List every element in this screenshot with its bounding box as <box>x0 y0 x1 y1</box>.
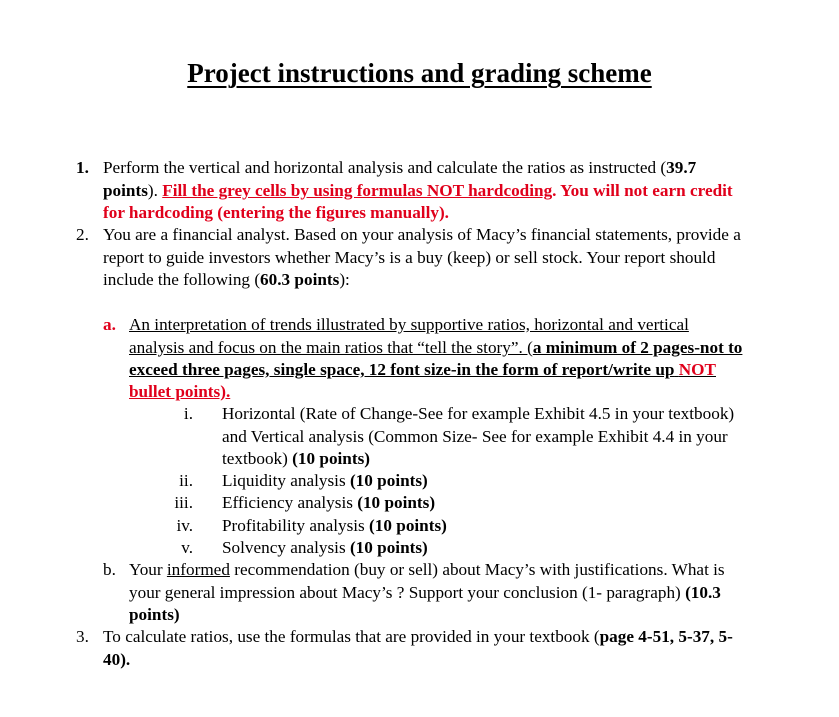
roman-iv-line <box>222 515 447 537</box>
roman-i-line-3 <box>222 448 370 470</box>
item-1-line-3: for hardcoding (entering the figures manually). <box>103 203 449 222</box>
roman-iii-number: iii. <box>174 493 193 512</box>
item-1-text: Perform the vertical and horizontal analysis and calculate the ratios as instructed ( <box>103 158 667 177</box>
sub-b-line-3: points) <box>129 605 180 624</box>
sub-b-letter: b. <box>103 560 116 579</box>
item-2-line-2: report to guide investors whether Macy’s is a buy (keep) or sell stock. Your report should <box>103 248 716 267</box>
roman-v-line <box>222 537 428 559</box>
item-1-credit-warning: . You will not earn credit <box>552 181 733 200</box>
sub-b-line-2-start: your general impression about Macy’s ? Support your conclusion (1- paragraph) <box>129 583 686 602</box>
sub-b-line-1 <box>129 559 725 581</box>
roman-i-line-1: Horizontal (Rate of Change-See for example Exhibit 4.5 in your textbook) <box>222 404 735 423</box>
roman-ii-text: Liquidity analysis <box>222 471 350 490</box>
item-2-line-3 <box>103 269 350 291</box>
sub-a-letter: a. <box>103 315 116 334</box>
roman-iii-line <box>222 492 435 514</box>
roman-iii-points: (10 points) <box>357 493 436 512</box>
roman-v-number: v. <box>181 538 193 557</box>
item-1-points-value: 39.7 <box>666 158 697 177</box>
sub-a-page-requirement: a minimum of 2 pages-not to <box>532 338 743 357</box>
sub-a-line-2 <box>129 337 742 359</box>
item-2-points: 60.3 points <box>260 270 340 289</box>
item-1-number: 1. <box>76 158 89 177</box>
item-1-line-1 <box>103 157 696 179</box>
sub-a-format-requirement: exceed three pages, single space, 12 font size-in the form of report/write up <box>129 360 675 379</box>
roman-v-text: Solvency analysis <box>222 538 350 557</box>
sub-a-line-1: An interpretation of trends illustrated by supportive ratios, horizontal and vertical <box>129 315 689 334</box>
item-3-line-2: 40). <box>103 650 131 669</box>
item-1-points-label: points <box>103 181 148 200</box>
roman-iv-points: (10 points) <box>369 516 447 535</box>
roman-i-line-2: and Vertical analysis (Common Size- See for example Exhibit 4.4 in your <box>222 427 728 446</box>
roman-ii-number: ii. <box>179 471 193 490</box>
item-3-number: 3. <box>76 627 89 646</box>
sub-a-line-2-start: analysis and focus on the main ratios that “tell the story”. ( <box>129 338 533 357</box>
item-2-number: 2. <box>76 225 89 244</box>
item-2-line-1: You are a financial analyst. Based on your analysis of Macy’s financial statements, provide a <box>103 225 741 244</box>
sub-b-line-1-start: Your <box>129 560 167 579</box>
sub-b-line-2 <box>129 582 721 604</box>
page-title: Project instructions and grading scheme <box>187 58 652 88</box>
roman-ii-points: (10 points) <box>349 471 428 490</box>
item-1-formula-warning: Fill the grey cells by using formulas NOT hardcoding <box>162 181 553 200</box>
sub-b-line-1-end: recommendation (buy or sell) about Macy’s with justifications. What is <box>229 560 725 579</box>
roman-iv-text: Profitability analysis <box>222 516 370 535</box>
roman-iv-number: iv. <box>176 516 193 535</box>
sub-a-not: NOT <box>678 360 716 379</box>
item-2-line-3-end: ): <box>339 270 350 289</box>
roman-i-points: (10 points) <box>292 449 371 468</box>
item-2-line-3-start: include the following ( <box>103 270 261 289</box>
item-1-paren: ). <box>147 181 163 200</box>
sub-b-informed: informed <box>166 560 230 579</box>
item-3-line-1-start: To calculate ratios, use the formulas that are provided in your textbook ( <box>103 627 600 646</box>
item-3-line-1 <box>103 626 733 648</box>
roman-iii-text: Efficiency analysis <box>222 493 358 512</box>
item-3-pages: page 4-51, 5-37, 5- <box>599 627 733 646</box>
item-1-line-2 <box>103 180 733 202</box>
roman-i-line-3-start: textbook) <box>222 449 293 468</box>
sub-b-points-value: (10.3 <box>685 583 721 602</box>
roman-ii-line <box>222 470 428 492</box>
sub-a-line-3 <box>129 359 716 381</box>
roman-v-points: (10 points) <box>349 538 428 557</box>
roman-i-number: i. <box>183 404 193 423</box>
sub-a-line-4: bullet points). <box>129 382 231 401</box>
